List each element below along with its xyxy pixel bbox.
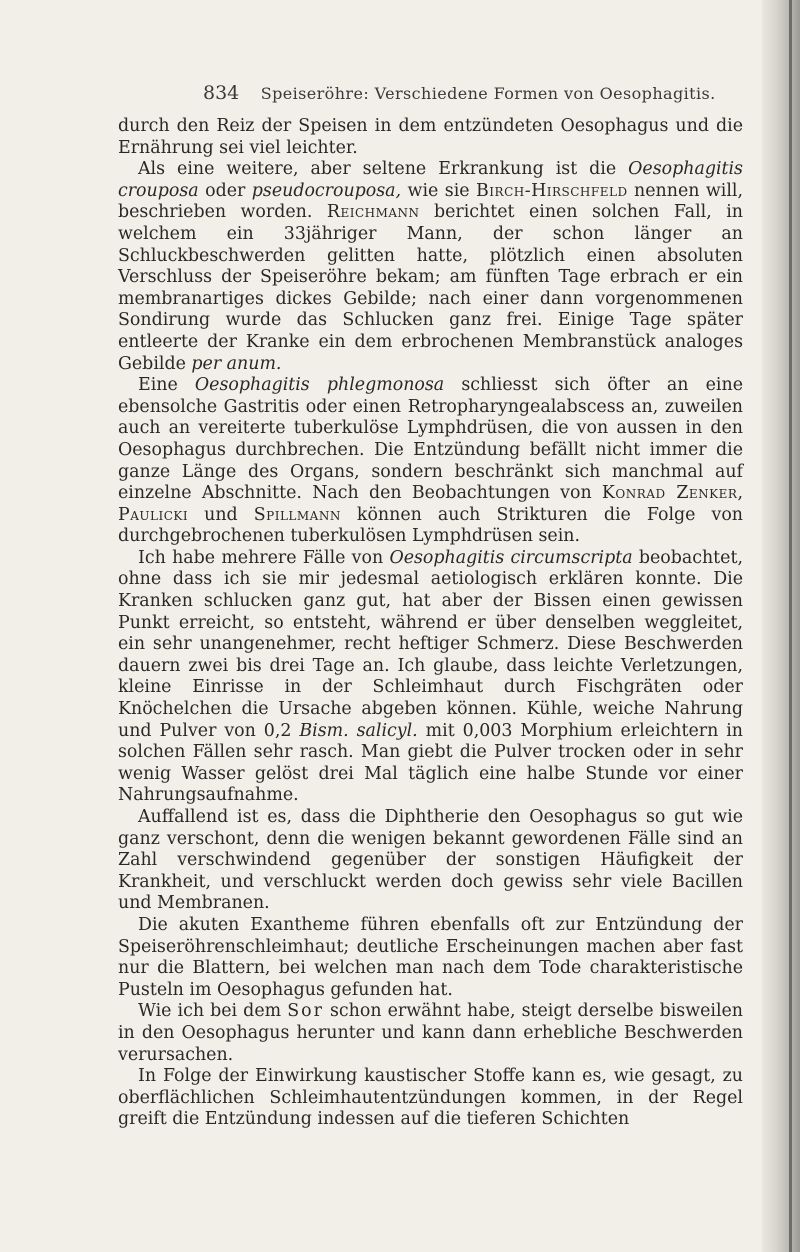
- paragraph: [118, 915, 743, 1001]
- text-run: nennen will, beschrieben worden.: [118, 180, 743, 223]
- spaced-term: Sor: [287, 1001, 324, 1022]
- paragraph: [118, 548, 743, 807]
- page-number: 834: [203, 82, 240, 104]
- emphasis-text: Bism. salicyl.: [299, 720, 418, 741]
- emphasis-text: Oesophagitis crouposa: [118, 159, 743, 201]
- paragraph: [118, 807, 743, 915]
- text-run: In Folge der Einwirkung kaustischer Stoffe kann es, wie gesagt, zu oberflächlichen Schleimhautentzündungen kommen, in der Regel greift die Entzündung indessen auf die tieferen Schichten: [118, 1066, 743, 1130]
- paragraph: [118, 1001, 743, 1066]
- emphasis-text: per anum.: [191, 353, 282, 374]
- text-run: Die akuten Exantheme führen ebenfalls oft zur Entzündung der Speiseröhrenschleimhaut; deutliche Erscheinungen machen aber fast nur die Blattern, bei welchen man nach dem Tode charakteristische Pusteln im Oesophagus gefunden hat.: [118, 914, 743, 1000]
- text-run: Auffallend ist es, dass die Diphtherie den Oesophagus so gut wie ganz verschont, denn die wenigen bekannt gewordenen Fälle sind an Zahl verschwindend gegenüber der sonstigen Häufigkeit der Krankheit, und verschluckt werden doch gewiss sehr viele Bacillen und Membranen.: [118, 807, 743, 914]
- text-run: mit 0,003 Morphium erleichtern in solchen Fällen sehr rasch. Man giebt die Pulver trocken oder in sehr wenig Wasser gelöst drei Mal täglich eine halbe Stunde vor einer Nahrungsaufnahme.: [118, 720, 743, 806]
- text-run: durch den Reiz der Speisen in dem entzündeten Oesophagus und die Ernährung sei viel leichter.: [118, 116, 743, 158]
- paragraph: [118, 1066, 743, 1131]
- author-name: Spillmann: [253, 504, 341, 525]
- emphasis-text: pseudocrouposa,: [251, 180, 402, 201]
- paragraph: [118, 116, 743, 159]
- author-name: Konrad Zenker: [601, 483, 738, 504]
- running-header: [203, 82, 723, 104]
- text-run: ,: [737, 483, 743, 504]
- text-run: können auch Strikturen die Folge von durchgebrochenen tuberkulösen Lymphdrüsen sein.: [118, 504, 743, 547]
- emphasis-text: Oesophagitis phlegmonosa: [194, 375, 445, 396]
- text-run: wie sie: [401, 180, 477, 201]
- text-run: schliesst sich öfter an eine ebensolche Gastritis oder einen Retropharyngealabscess an, zuweilen auch an vereiterte tuberkulöse Lymphdrüsen, die von aussen in den Oesophagus durchbrechen. Die Entzündung befällt nicht immer die ganze Länge des Organs, sondern beschränkt sich manchmal auf einzelne Abschnitte. Nach den Beobachtungen von: [118, 375, 743, 504]
- text-run: berichtet einen solchen Fall, in welchem ein 33jähriger Mann, der schon länger an Schluckbeschwerden gelitten hatte, plötzlich einen absoluten Verschluss der Speiseröhre bekam; am fünften Tage erbrach er ein membranartiges dickes Gebilde; nach einer dann vorgenommenen Sondirung wurde das Schlucken ganz frei. Einige Tage später entleerte der Kranke ein dem erbrochenen Membranstück analoges Gebilde: [118, 202, 743, 374]
- author-name: Birch-Hirschfeld: [476, 180, 628, 201]
- text-run: Als eine weitere, aber seltene Erkrankung ist die: [138, 159, 629, 180]
- text-run: Ich habe mehrere Fälle von: [138, 547, 390, 568]
- paragraph: [118, 375, 743, 548]
- running-title: Speiseröhre: Verschiedene Formen von Oesophagitis.: [260, 84, 716, 103]
- page-edge-shadow: [762, 0, 800, 1252]
- text-run: und: [188, 504, 254, 525]
- author-name: Paulicki: [118, 504, 189, 525]
- emphasis-text: Oesophagitis circumscripta: [389, 547, 633, 568]
- text-run: Eine: [138, 375, 195, 396]
- body-text: [118, 116, 743, 1131]
- page-edge-line: [789, 0, 792, 1252]
- text-run: schon erwähnt habe, steigt derselbe bisweilen in den Oesophagus herunter und kann dann erhebliche Beschwerden verursachen.: [118, 1001, 744, 1065]
- text-run: beobachtet, ohne dass ich sie mir jedesmal aetiologisch erklären konnte. Die Kranken schlucken ganz gut, hat aber der Bissen einen gewissen Punkt erreicht, so entsteht, während er über denselben weggleitet, ein sehr unangenehmer, recht heftiger Schmerz. Diese Beschwerden dauern zwei bis drei Tage an. Ich glaube, dass leichte Verletzungen, kleine Einrisse in der Schleimhaut durch Fischgräten oder Knöchelchen die Ursache abgeben können. Kühle, weiche Nahrung und Pulver von 0,2: [118, 547, 743, 741]
- paragraph: [118, 159, 743, 375]
- text-run: Wie ich bei dem: [138, 1001, 288, 1022]
- text-run: oder: [198, 180, 252, 201]
- author-name: Reichmann: [326, 202, 420, 223]
